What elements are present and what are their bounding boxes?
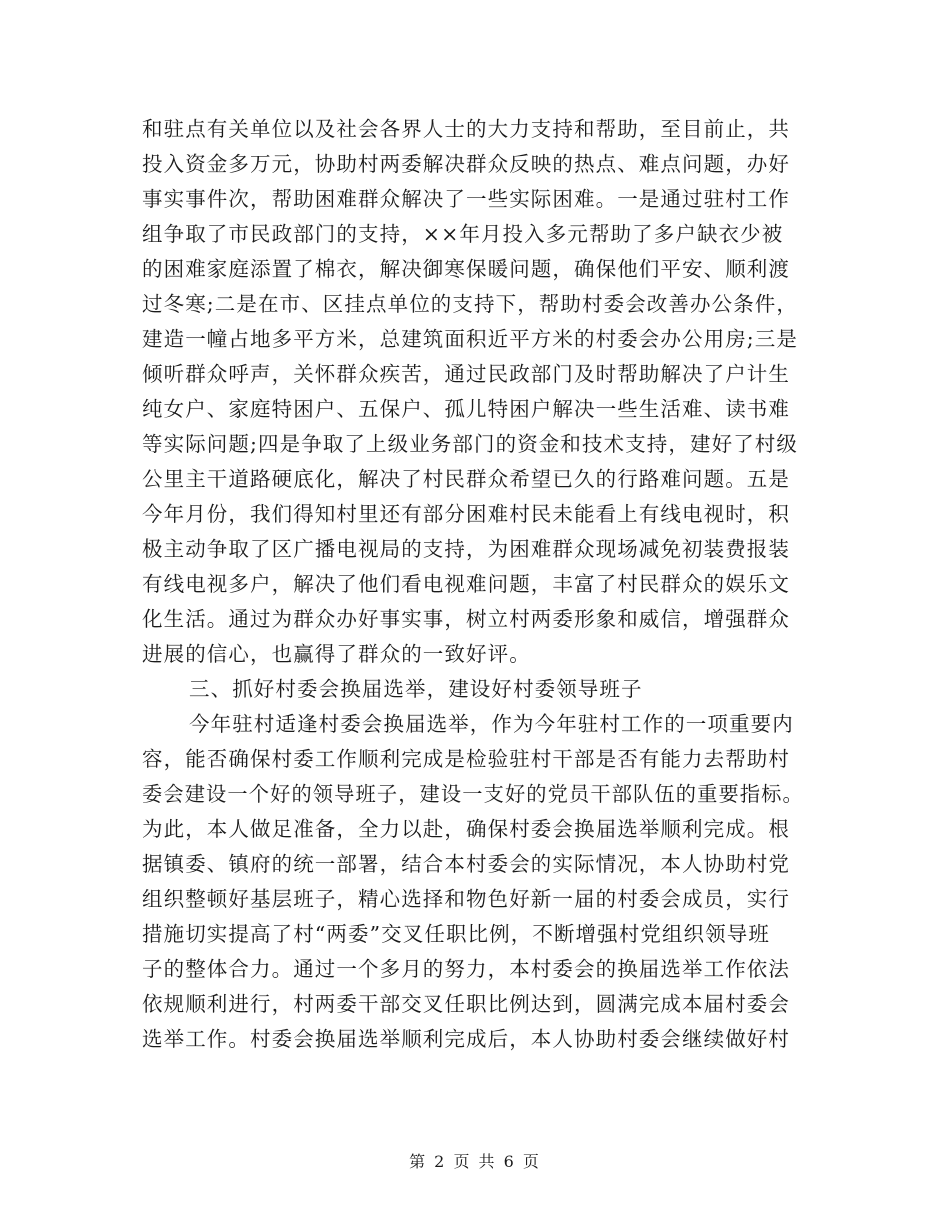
body-text-line: 今年驻村适逢村委会换届选举，作为今年驻村工作的一项重要内 [189, 712, 794, 736]
body-text-line: 组织整顿好基层班子，精心选择和物色好新一届的村委会成员，实行 [142, 887, 790, 911]
body-text-line: 公里主干道路硬底化，解决了村民群众希望已久的行路难问题。五是 [142, 467, 790, 491]
page-number-footer: 第 2 页 共 6 页 [409, 1152, 541, 1171]
body-text-line: 据镇委、镇府的统一部署，结合本村委会的实际情况，本人协助村党 [142, 852, 790, 876]
body-text-line: 极主动争取了区广播电视局的支持，为困难群众现场减免初装费报装 [142, 537, 790, 561]
body-text-line: 建造一幢占地多平方米，总建筑面积近平方米的村委会办公用房;三是 [142, 327, 799, 351]
body-text-line: 投入资金多万元，协助村两委解决群众反映的热点、难点问题，办好 [142, 152, 790, 176]
body-text-line: 措施切实提高了村“两委”交叉任职比例，不断增强村党组织领导班 [142, 922, 770, 946]
body-text-line: 等实际问题;四是争取了上级业务部门的资金和技术支持，建好了村级 [142, 432, 799, 456]
body-text-line: 为此，本人做足准备，全力以赴，确保村委会换届选举顺利完成。根 [142, 817, 790, 841]
body-text-line: 事实事件次，帮助困难群众解决了一些实际困难。一是通过驻村工作 [142, 187, 790, 211]
body-text-line: 今年月份，我们得知村里还有部分困难村民未能看上有线电视时，积 [142, 502, 790, 526]
body-text-line: 倾听群众呼声，关怀群众疾苦，通过民政部门及时帮助解决了户计生 [142, 362, 790, 386]
body-text-line: 的困难家庭添置了棉衣，解决御寒保暖问题，确保他们平安、顺利渡 [142, 257, 790, 281]
body-text-line: 进展的信心，也赢得了群众的一致好评。 [142, 642, 531, 666]
body-text-line: 容，能否确保村委工作顺利完成是检验驻村干部是否有能力去帮助村 [142, 747, 790, 771]
body-text-line: 过冬寒;二是在市、区挂点单位的支持下，帮助村委会改善办公条件， [142, 292, 799, 316]
body-text-line: 选举工作。村委会换届选举顺利完成后，本人协助村委会继续做好村 [142, 1027, 790, 1051]
body-text-line: 有线电视多户，解决了他们看电视难问题，丰富了村民群众的娱乐文 [142, 572, 790, 596]
body-text-line: 化生活。通过为群众办好事实事，树立村两委形象和威信，增强群众 [142, 607, 790, 631]
body-text-line: 委会建设一个好的领导班子，建设一支好的党员干部队伍的重要指标。 [142, 782, 804, 806]
body-text-line: 纯女户、家庭特困户、五保户、孤儿特困户解决一些生活难、读书难 [142, 397, 790, 421]
body-text-line: 依规顺利进行，村两委干部交叉任职比例达到，圆满完成本届村委会 [142, 992, 790, 1016]
body-text-line: 和驻点有关单位以及社会各界人士的大力支持和帮助，至目前止，共 [142, 117, 790, 141]
section-heading: 三、抓好村委会换届选举，建设好村委领导班子 [189, 677, 643, 701]
body-text-line: 组争取了市民政部门的支持，××年月投入多元帮助了多户缺衣少被 [142, 222, 784, 246]
body-text-line: 子的整体合力。通过一个多月的努力，本村委会的换届选举工作依法 [142, 957, 790, 981]
